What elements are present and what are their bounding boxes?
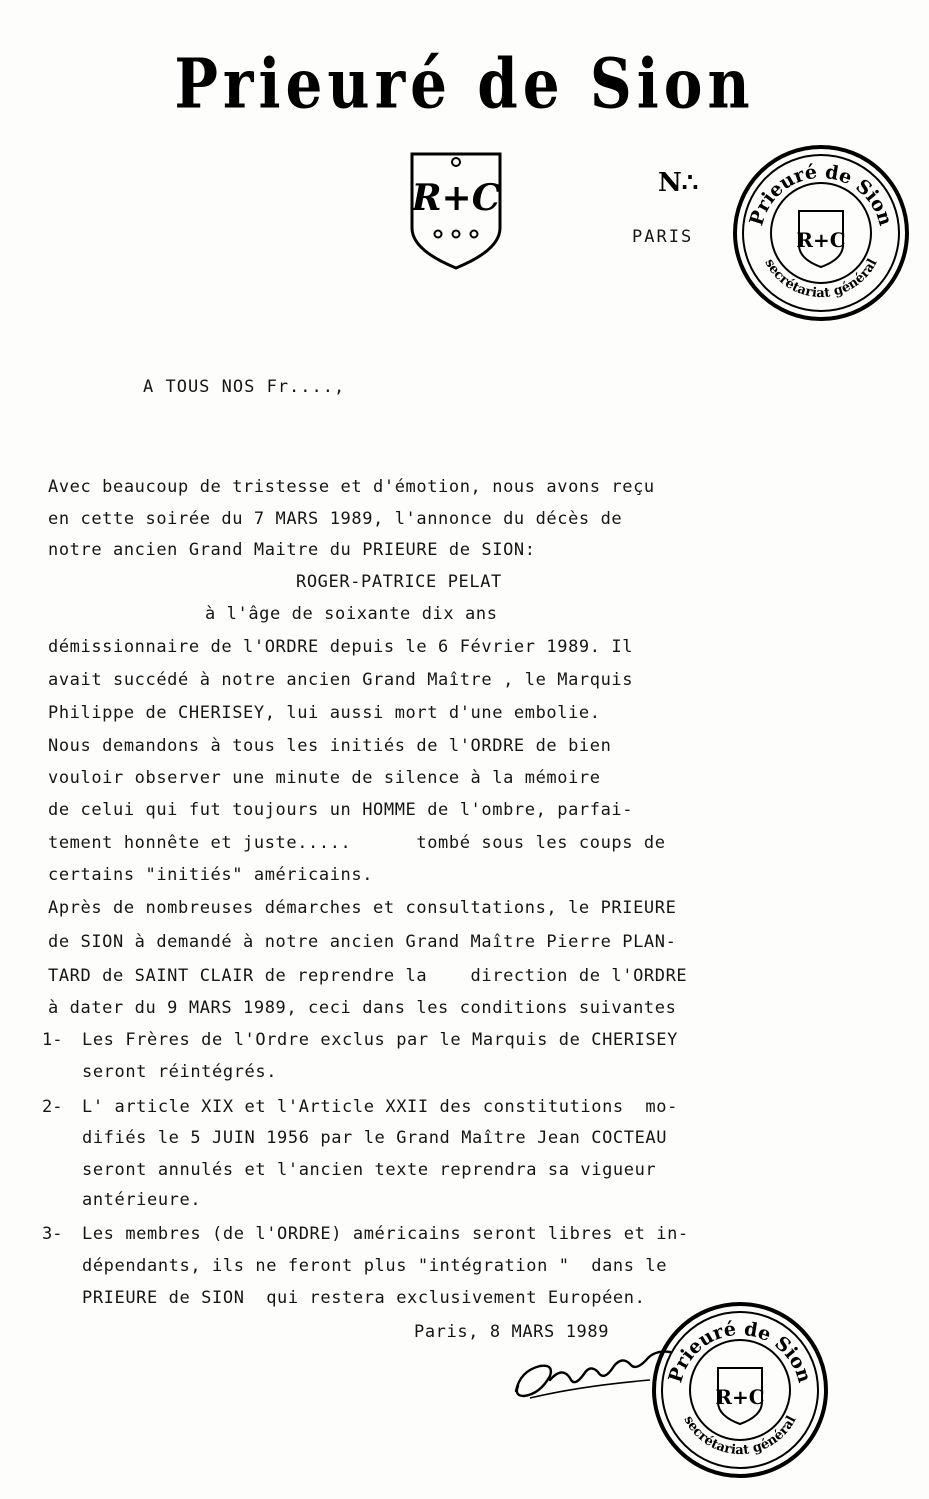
deceased-name: ROGER-PATRICE PELAT [296,572,502,592]
stamp-bottom-text: secrétariat général [761,256,881,302]
rose-cross-shield-icon [408,150,504,270]
body-line: de celui qui fut toujours un HOMME de l'ombre, parfai- [48,800,634,820]
body-line: à dater du 9 MARS 1989, ceci dans les conditions suivantes [48,998,677,1018]
body-line: tement honnête et juste..... tombé sous les coups de [48,833,666,853]
letterhead-title: Prieuré de Sion [174,43,755,125]
body-line: notre ancien Grand Maitre du PRIEURE de SION: [48,540,536,560]
body-line: avait succédé à notre ancien Grand Maître , le Marquis [48,670,634,690]
condition-line: seront annulés et l'ancien texte reprendra sa vigueur [82,1160,657,1180]
body-line: Après de nombreuses démarches et consultations, le PRIEURE [48,898,677,918]
body-line: Nous demandons à tous les initiés de l'ORDRE de bien [48,736,612,756]
condition-number: 2- [42,1097,63,1117]
letterhead-city: PARIS [632,227,694,247]
body-line: TARD de SAINT CLAIR de reprendre la direction de l'ORDRE [48,966,688,986]
body-line: Philippe de CHERISEY, lui aussi mort d'une embolie. [48,703,601,723]
body-line: en cette soirée du 7 MARS 1989, l'annonce du décès de [48,509,623,529]
svg-text:Prieuré de Sion [745,161,896,228]
svg-text:Prieuré de Sion [664,1318,815,1385]
body-line: certains "initiés" américains. [48,865,374,885]
condition-line: L' article XIX et l'Article XXII des constitutions mo- [82,1097,678,1117]
svg-text:secrétariat général [680,1413,799,1458]
reference-number: N∴ [658,168,699,198]
stamp-top-text: Prieuré de Sion [745,160,897,229]
place-date: Paris, 8 MARS 1989 [414,1322,610,1342]
body-line: démissionnaire de l'ORDRE depuis le 6 Février 1989. Il [48,637,634,657]
condition-line: PRIEURE de SION qui restera exclusivement Européen. [82,1288,646,1308]
condition-line: antérieure. [82,1190,202,1210]
condition-line: Les membres (de l'ORDRE) américains seront libres et in- [82,1224,689,1244]
body-line: Avec beaucoup de tristesse et d'émotion, nous avons reçu [48,477,655,497]
stamp2-top-text: Prieuré de Sion [664,1317,816,1386]
condition-line: difiés le 5 JUIN 1956 par le Grand Maître Jean COCTEAU [82,1128,668,1148]
condition-number: 1- [42,1030,63,1050]
seal-stamp-bottom-icon [650,1300,830,1480]
condition-line: Les Frères de l'Ordre exclus par le Marquis de CHERISEY [82,1030,678,1050]
body-line: à l'âge de soixante dix ans [205,604,498,624]
stamp2-bottom-text: secrétariat général [680,1413,800,1459]
seal-stamp-icon [731,143,911,323]
condition-number: 3- [42,1224,63,1244]
body-line: vouloir observer une minute de silence à la mémoire [48,768,601,788]
salutation: A TOUS NOS Fr...., [143,377,346,397]
stamp2-center-text: R+C [715,1385,765,1409]
shield-monogram: R+C [411,177,501,219]
svg-text:secrétariat général [761,256,880,301]
condition-line: dépendants, ils ne feront plus "intégration " dans le [82,1256,668,1276]
stamp-center-text: R+C [796,228,846,252]
condition-line: seront réintégrés. [82,1062,278,1082]
body-line: de SION à demandé à notre ancien Grand Maître Pierre PLAN- [48,932,677,952]
